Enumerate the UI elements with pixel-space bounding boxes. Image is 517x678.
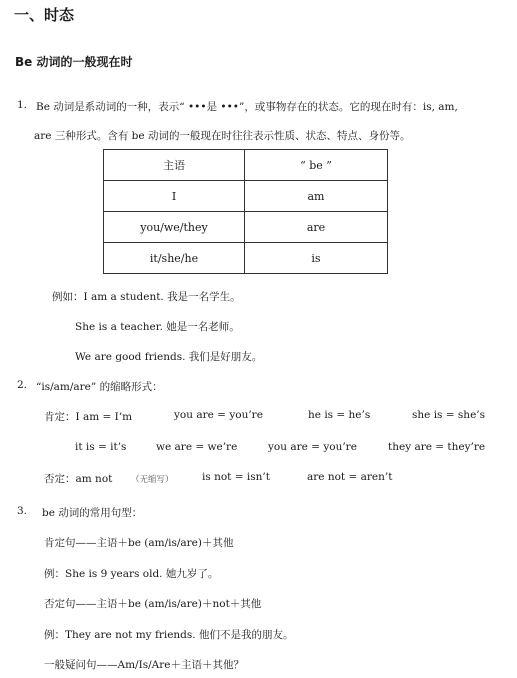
section-title: 一、时态 xyxy=(14,6,75,24)
table-cell: am xyxy=(245,181,388,212)
item3-number: 3. xyxy=(17,505,28,517)
example-line: We are good friends. 我们是好朋友。 xyxy=(75,351,263,363)
table-row xyxy=(104,243,388,274)
contraction: they are = they’re xyxy=(388,441,486,453)
example-line: 例如：I am a student. 我是一名学生。 xyxy=(52,291,241,303)
table-row xyxy=(104,181,388,212)
item1-number: 1. xyxy=(17,99,28,111)
contraction: are not = aren’t xyxy=(307,471,393,483)
table-cell: are xyxy=(245,212,388,243)
table-header-cell: “ be ” xyxy=(245,150,388,181)
negative-note: （无缩写） xyxy=(131,475,174,485)
item2-number: 2. xyxy=(17,379,28,391)
contraction: you are = you’re xyxy=(174,409,263,421)
subsection-title: Be 动词的一般现在时 xyxy=(15,55,133,69)
table-header-cell: 主语 xyxy=(104,150,245,181)
table-cell: it/she/he xyxy=(104,243,245,274)
table-header-row xyxy=(104,150,388,181)
item1-line1: Be 动词是系动词的一种，表示“ •••是 •••”，或事物存在的状态。它的现在时有：is, am, xyxy=(36,101,458,113)
table-cell: I xyxy=(104,181,245,212)
contraction: it is = it’s xyxy=(75,441,127,453)
item1-line2: are 三种形式。含有 be 动词的一般现在时往往表示性质、状态、特点、身份等。 xyxy=(34,130,411,142)
sentence-pattern: 一般疑问句——Am/Is/Are＋主语＋其他？ xyxy=(44,659,244,671)
negative-label: 否定：am not xyxy=(44,473,113,485)
sentence-pattern: 否定句——主语＋be (am/is/are)＋not＋其他 xyxy=(44,598,262,610)
example-line: 例：She is 9 years old. 她九岁了。 xyxy=(44,568,219,580)
example-line: She is a teacher. 她是一名老师。 xyxy=(75,321,240,333)
contraction: she is = she’s xyxy=(412,409,486,421)
item3-title: be 动词的常用句型： xyxy=(42,507,143,519)
contraction: we are = we’re xyxy=(156,441,238,453)
table-row xyxy=(104,212,388,243)
contraction: he is = he’s xyxy=(308,409,371,421)
table-cell: is xyxy=(245,243,388,274)
be-forms-table xyxy=(103,149,388,274)
example-line: 例：They are not my friends. 他们不是我的朋友。 xyxy=(44,629,294,641)
table-cell: you/we/they xyxy=(104,212,245,243)
contraction: you are = you’re xyxy=(268,441,357,453)
contraction: is not = isn’t xyxy=(202,471,270,483)
item2-title: “is/am/are” 的缩略形式： xyxy=(36,381,163,393)
affirmative-label: 肯定：I am = I’m xyxy=(44,411,133,423)
sentence-pattern: 肯定句——主语＋be (am/is/are)＋其他 xyxy=(44,537,234,549)
